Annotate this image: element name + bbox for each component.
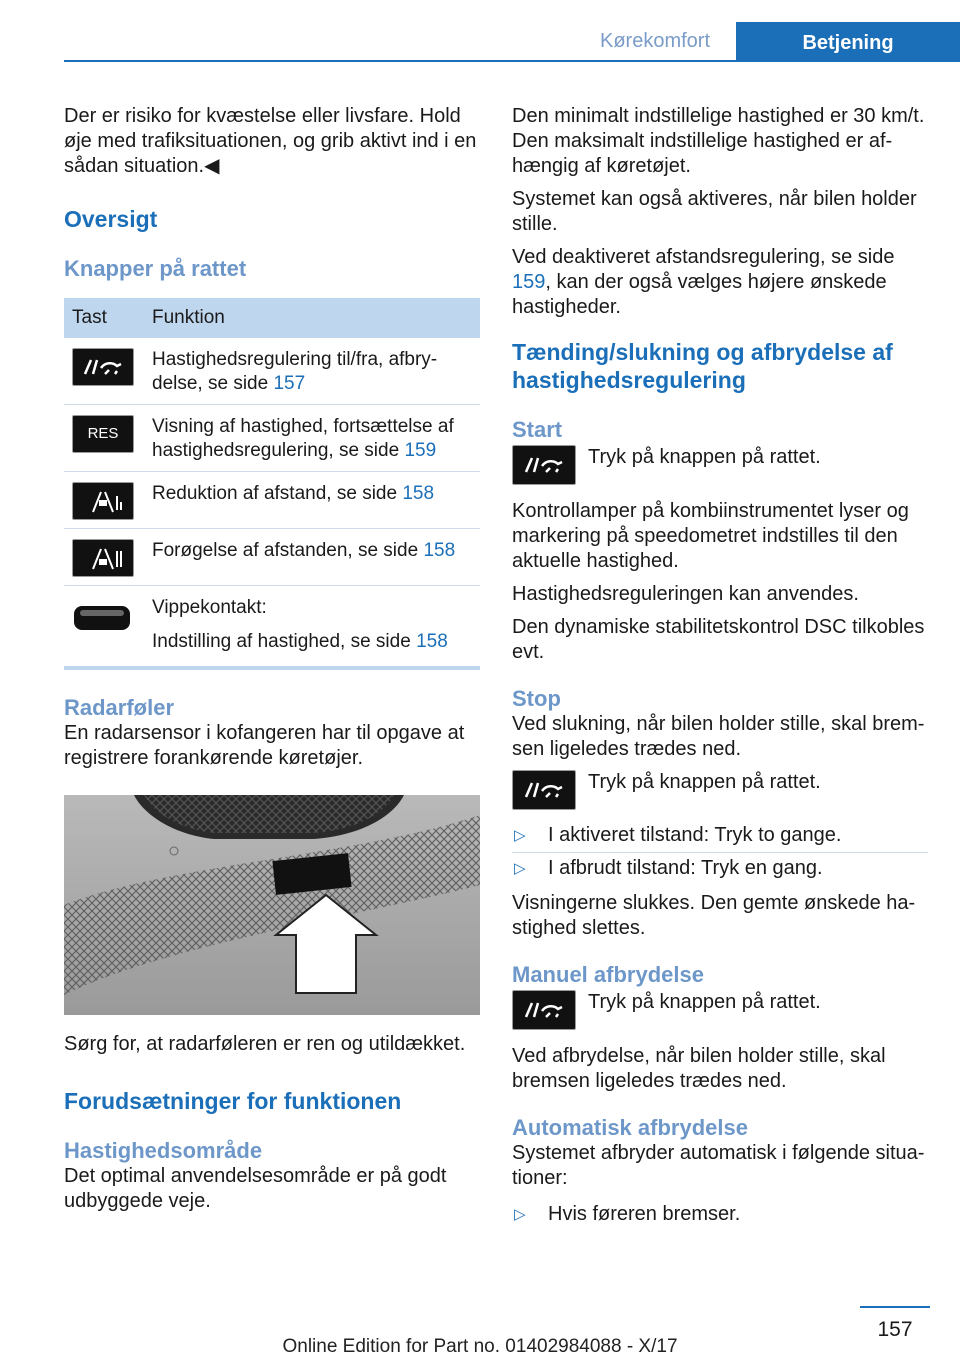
radar-sensor-photo: [64, 795, 480, 1015]
distance-reduce-icon: [72, 482, 134, 520]
table-row-text: Hastighedsregulering til/fra, afbry-delse, se side: [152, 349, 438, 394]
col-tast: Tast: [64, 298, 144, 338]
stop-list: [512, 820, 928, 885]
auto-list: [512, 1199, 928, 1231]
cruise-control-icon: [512, 770, 576, 810]
heading-stop: Stop: [512, 686, 561, 711]
list-item: ▷ I afbrudt tilstand: Tryk en gang.: [514, 857, 823, 879]
header-tab: Betjening: [736, 22, 960, 62]
header-section: Kørekomfort: [599, 30, 711, 52]
page-link[interactable]: 158: [402, 483, 435, 504]
heading-taending: Tænding/slukning og afbrydelse af hastighedsregulering: [512, 339, 893, 393]
list-item: ▷ I aktiveret tilstand: Tryk to gange.: [512, 820, 928, 853]
hastighed-text: Det optimal anvendelsesområde er på godt udbyggede veje.: [64, 1165, 447, 1212]
radar-text: En radarsensor i kofangeren har til opgave at registrere forankørende køretøjer.: [64, 722, 465, 769]
speed-range-text: Den minimalt indstillelige hastighed er 30 km/t. Den maksimalt indstillelige hastighed er af-hængig af køretøjet.: [512, 105, 925, 177]
press-instruction: Tryk på knappen på rattet.: [588, 991, 821, 1013]
radar-caption: Sørg for, at radarføleren er ren og utildækket.: [64, 1033, 466, 1055]
start-text-3: Den dynamiske stabilitetskontrol DSC tilkobles evt.: [512, 616, 925, 663]
manuel-press-row: [512, 990, 928, 1030]
heading-oversigt: Oversigt: [64, 206, 158, 232]
distance-increase-icon: [72, 539, 134, 577]
table-row: [64, 472, 480, 529]
right-column: [512, 104, 928, 1237]
table-row-text: Visning af hastighed, fortsættelse af hastighedsregulering, se side: [152, 416, 454, 461]
heading-automatisk: Automatisk afbrydelse: [512, 1115, 748, 1140]
triangle-bullet-icon: ▷: [514, 860, 526, 877]
left-column: [64, 104, 480, 1222]
footer-edition: Online Edition for Part no. 01402984088 - X/17: [282, 1336, 678, 1357]
stop-text-2: Visningerne slukkes. Den gemte ønskede ha-stighed slettes.: [512, 892, 916, 939]
list-item: ▷ Hvis føreren bremser.: [514, 1203, 741, 1225]
table-row-text: Vippekontakt:: [152, 597, 267, 618]
page-link[interactable]: 157: [273, 373, 306, 394]
rocker-switch-icon: [72, 600, 132, 636]
manuel-text: Ved afbrydelse, når bilen holder stille, skal bremsen ligeledes trædes ned.: [512, 1045, 886, 1092]
page-link[interactable]: 158: [416, 631, 448, 652]
auto-text: Systemet afbryder automatisk i følgende situa-tioner:: [512, 1142, 925, 1189]
start-text-1: Kontrollamper på kombiinstrumentet lyser og markering på speedometret indstilles til den aktuelle hastighed.: [512, 500, 909, 572]
standstill-text: Systemet kan også aktiveres, når bilen holder stille.: [512, 188, 917, 235]
start-press-row: [512, 445, 928, 485]
page-number: 157: [877, 1318, 913, 1341]
stop-press-row: [512, 770, 928, 810]
table-header: [64, 298, 480, 338]
heading-knapper: Knapper på rattet: [64, 256, 247, 281]
page-number-rule: [860, 1306, 930, 1308]
header-rule: [64, 60, 960, 62]
heading-manuel: Manuel afbrydelse: [512, 962, 704, 987]
table-row-text: Indstilling af hastighed, se side: [152, 631, 417, 652]
page-link[interactable]: 158: [423, 540, 456, 561]
buttons-table: [64, 298, 480, 670]
heading-start: Start: [512, 417, 563, 442]
stop-text-1: Ved slukning, når bilen holder stille, skal brem-sen ligeledes trædes ned.: [512, 713, 925, 760]
table-row-text: Reduktion af afstand, se side: [152, 483, 403, 504]
cruise-control-icon: [512, 445, 576, 485]
cruise-control-icon: [72, 348, 134, 386]
table-row: [64, 338, 480, 405]
table-row-text: Forøgelse af afstanden, se side: [152, 540, 424, 561]
press-instruction: Tryk på knappen på rattet.: [588, 771, 821, 793]
table-row: [64, 405, 480, 472]
triangle-bullet-icon: ▷: [514, 827, 526, 844]
table-row: [64, 586, 480, 669]
press-instruction: Tryk på knappen på rattet.: [588, 446, 821, 468]
table-row: [64, 529, 480, 586]
page-link[interactable]: 159: [404, 440, 437, 461]
heading-forudsaetninger: Forudsætninger for funktionen: [64, 1088, 402, 1114]
intro-warning: Der er risiko for kvæstelse eller livsfare. Hold øje med trafiksituationen, og grib aktivt ind i en sådan situation.◀: [64, 105, 477, 177]
page-link[interactable]: 159: [512, 271, 546, 293]
deactivated-text: Ved deaktiveret afstandsregulering, se side 159, kan der også vælges højere ønskede hastigheder.: [512, 246, 895, 318]
heading-hastighedsomraade: Hastighedsområde: [64, 1138, 263, 1163]
heading-radar: Radarføler: [64, 695, 175, 720]
col-funktion: Funktion: [144, 298, 480, 338]
res-button-icon: RES: [72, 415, 134, 453]
start-text-2: Hastighedsreguleringen kan anvendes.: [512, 583, 859, 605]
triangle-bullet-icon: ▷: [514, 1206, 526, 1223]
cruise-control-icon: [512, 990, 576, 1030]
